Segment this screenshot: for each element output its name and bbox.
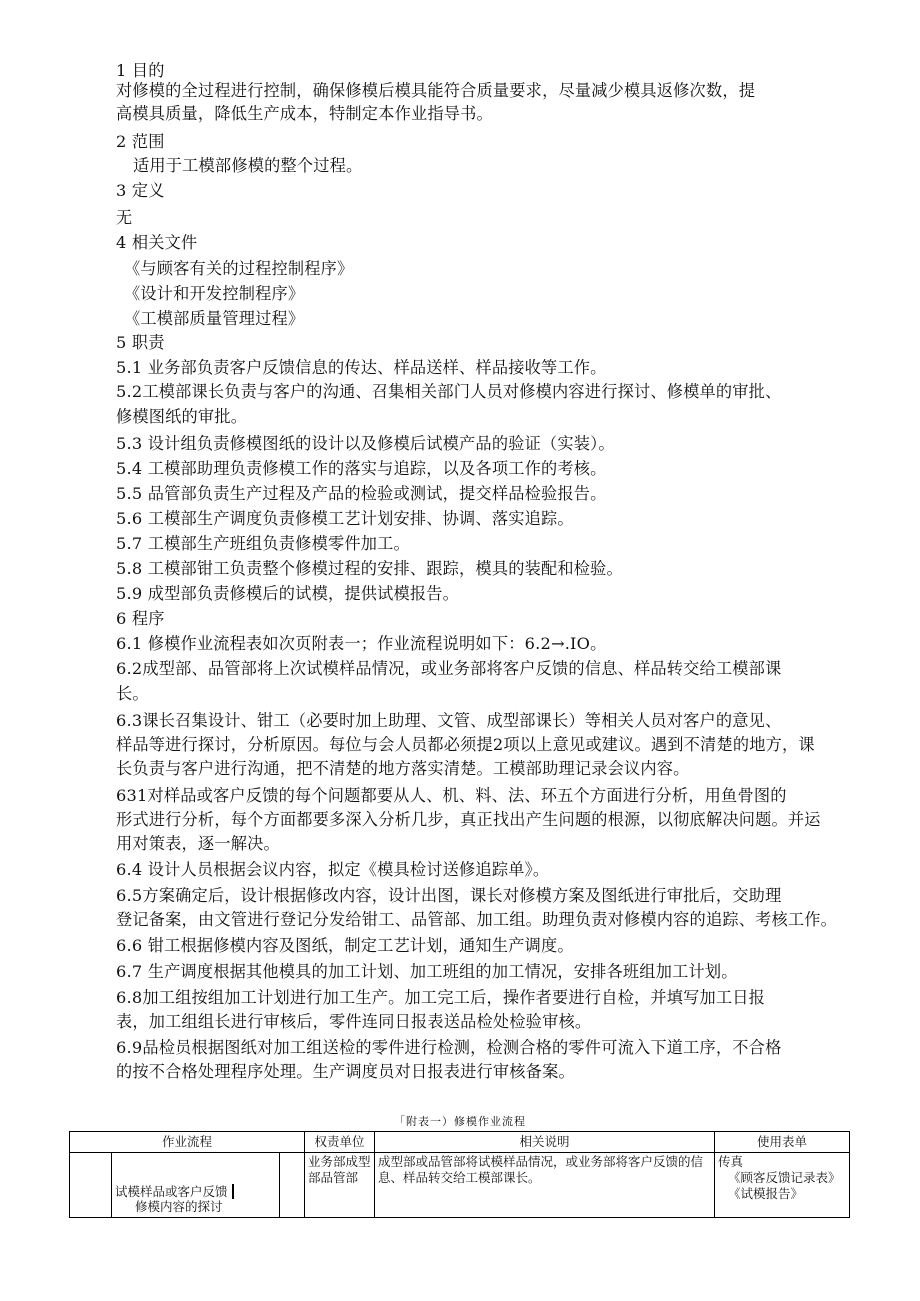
text-line: 《设计和开发控制程序》 (124, 284, 305, 303)
text-line: 用对策表，逐一解决。 (116, 834, 280, 853)
table-header-row (70, 1132, 850, 1153)
text-line: 6.4 设计人员根据会议内容，拟定《模具检讨送修追踪单》。 (116, 860, 550, 879)
text-line: 5.4 工模部助理负责修模工作的落实与追踪，以及各项工作的考核。 (116, 459, 607, 478)
text-line: 5.9 成型部负责修模后的试模，提供试模报告。 (116, 584, 460, 603)
unit-cell: 业务部成型部品管部 (305, 1153, 375, 1218)
text-line: 5 职责 (116, 333, 165, 352)
flow-connector-icon (232, 1184, 234, 1199)
text-line: 6.3课长召集设计、钳工（必要时加上助理、文管、成型部课长）等相关人员对客户的意见、 (116, 711, 782, 730)
text-line: 《与顾客有关的过程控制程序》 (124, 259, 354, 278)
text-line: 6 程序 (116, 609, 165, 628)
form-item: 《试模报告》 (728, 1186, 804, 1201)
appendix-caption: 「附表一）修模作业流程 (394, 1115, 526, 1128)
text-line: 5.7 工模部生产班组负责修模零件加工。 (116, 534, 410, 553)
text-line: 4 相关文件 (116, 233, 198, 252)
text-line: 高模具质量，降低生产成本，特制定本作业指导书。 (116, 104, 493, 123)
header-desc: 相关说明 (375, 1132, 715, 1153)
text-line: 5.1 业务部负责客户反馈信息的传达、样品送样、样品接收等工作。 (116, 358, 607, 377)
flow-left-cell (70, 1153, 112, 1218)
forms-cell (715, 1153, 850, 1218)
text-line: 无 (116, 208, 133, 227)
text-line: 6.2成型部、品管部将上次试模样品情况，或业务部将客户反馈的信息、样品转交给工模部课 (116, 659, 782, 678)
text-line: 的按不合格处理程序处理。生产调度员对日报表进行审核备案。 (116, 1062, 575, 1081)
form-item: 传真 (718, 1154, 744, 1169)
text-line: 登记备案，由文管进行登记分发给钳工、品管部、加工组。助理负责对修模内容的追踪、考核工作。 (116, 910, 838, 929)
text-line: 5.8 工模部钳工负责整个修模过程的安排、跟踪，模具的装配和检验。 (116, 559, 623, 578)
text-line: 形式进行分析，每个方面都要多深入分析几步，真正找出产生问题的根源，以彻底解决问题。并运 (116, 810, 821, 829)
flow-right-cell (280, 1153, 305, 1218)
text-line: 长。 (116, 684, 149, 703)
text-line: 样品等进行探讨，分析原因。每位与会人员都必须提2项以上意见或建议。遇到不清楚的地方，课 (116, 735, 815, 754)
text-line: 6.1 修模作业流程表如次页附表一；作业流程说明如下：6.2→.IO。 (116, 634, 607, 653)
header-flow: 作业流程 (70, 1132, 305, 1153)
flow-step-label: 试模样品或客户反馈 (115, 1184, 228, 1199)
text-line: 3 定义 (116, 181, 165, 200)
text-line: 1 目的 (116, 61, 165, 80)
text-line: 5.2工模部课长负责与客户的沟通、召集相关部门人员对修模内容进行探讨、修模单的审批、 (116, 382, 782, 401)
text-line: 适用于工模部修模的整个过程。 (133, 156, 363, 175)
text-line: 《工模部质量管理过程》 (124, 309, 305, 328)
form-item: 《顾客反馈记录表》 (728, 1170, 841, 1185)
next-flow-step: 修模内容的探讨 (135, 1199, 223, 1214)
text-line: 6.6 钳工根据修模内容及图纸，制定工艺计划，通知生产调度。 (116, 936, 574, 955)
header-unit: 权责单位 (305, 1132, 375, 1153)
text-line: 6.7 生产调度根据其他模具的加工计划、加工班组的加工情况，安排各班组加工计划。 (116, 962, 738, 981)
text-line: 修模图纸的审批。 (116, 407, 248, 426)
header-forms: 使用表单 (715, 1132, 850, 1153)
text-line: 631对样品或客户反馈的每个问题都要从人、机、料、法、环五个方面进行分析，用鱼骨图的 (116, 786, 787, 805)
text-line: 表，加工组组长进行审核后，零件连同日报表送品检处检验审核。 (116, 1012, 592, 1031)
desc-cell: 成型部或品管部将试模样品情况，或业务部将客户反馈的信息、样品转交给工模部课长。 (375, 1153, 715, 1218)
text-line: 长负责与客户进行沟通，把不清楚的地方落实清楚。工模部助理记录会议内容。 (116, 759, 690, 778)
text-line: 对修模的全过程进行控制，确保修模后模具能符合质量要求，尽量减少模具返修次数，提 (116, 81, 756, 100)
text-line: 5.6 工模部生产调度负责修模工艺计划安排、协调、落实追踪。 (116, 509, 574, 528)
text-line: 5.3 设计组负责修模图纸的设计以及修模后试模产品的验证（实装）。 (116, 434, 615, 453)
text-line: 6.9品检员根据图纸对加工组送检的零件进行检测，检测合格的零件可流入下道工序，不合格 (116, 1038, 782, 1057)
text-line: 6.5方案确定后，设计根据修改内容，设计出图，课长对修模方案及图纸进行审批后，交助理 (116, 886, 782, 905)
text-line: 6.8加工组按组加工计划进行加工生产。加工完工后，操作者要进行自检，并填写加工日报 (116, 988, 766, 1007)
text-line: 2 范围 (116, 132, 165, 151)
text-line: 5.5 品管部负责生产过程及产品的检验或测试，提交样品检验报告。 (116, 484, 607, 503)
